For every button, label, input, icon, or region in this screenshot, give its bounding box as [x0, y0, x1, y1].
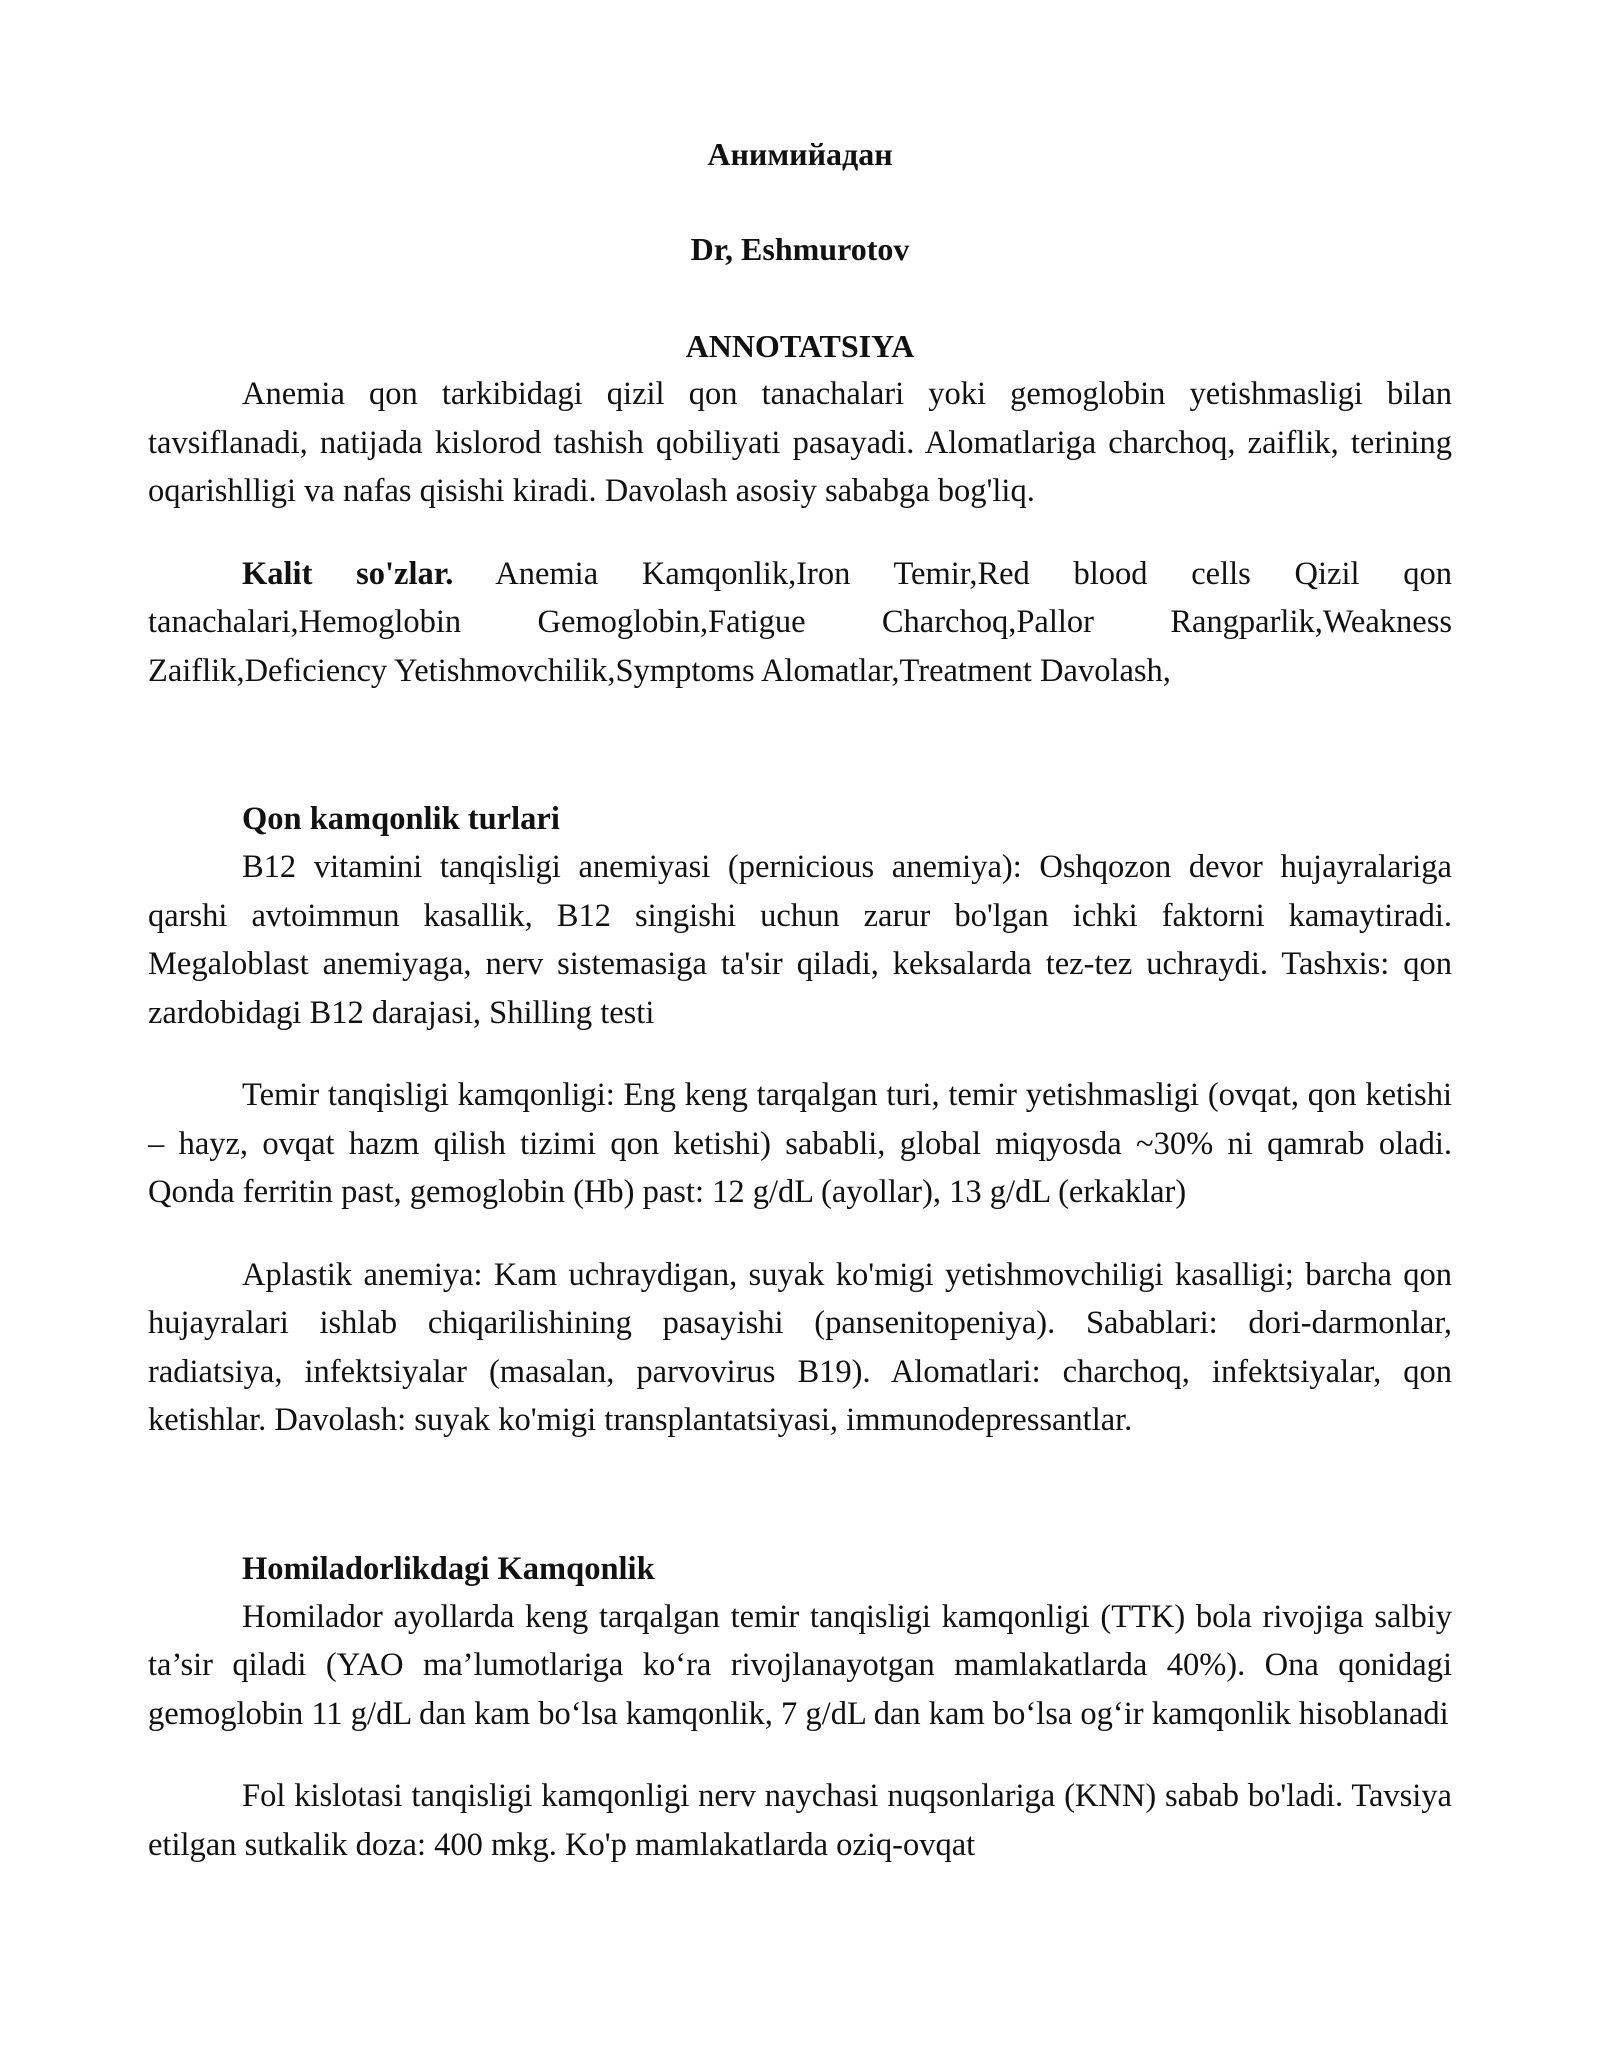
keywords-text: Anemia Kamqonlik,Iron Temir,Red blood cells Qizil qon tanachalari,Hemoglobin Gemoglobin,Fatigue Charchoq,Pallor Rangparlik,Weakness Zaiflik,Deficiency Yetishmovchilik,Symptoms Alomatlar,Treatment Davolash,: [148, 555, 1452, 689]
author-name: Dr, Eshmurotov: [690, 231, 910, 267]
paragraph-pregnancy-iron: Homilador ayollarda keng tarqalgan temir tanqisligi kamqonligi (TTK) bola rivojiga salbiy ta’sir qiladi (YAO ma’lumotlariga ko‘ra rivojlanayotgan mamlakatlarda 40%). Ona qonidagi gemoglobin 11 g/dL dan kam bo‘lsa kamqonlik, 7 g/dL dan kam bo‘lsa og‘ir kamqonlik hisoblanadi: [148, 1598, 1452, 1732]
section-heading-pregnancy-anemia: Homiladorlikdagi Kamqonlik: [242, 1550, 655, 1587]
annotation-heading: ANNOTATSIYA: [685, 328, 915, 364]
keywords-label: Kalit so'zlar.: [242, 555, 454, 592]
paragraph-aplastic-anemia: Aplastik anemiya: Kam uchraydigan, suyak ko'migi yetishmovchiligi kasalligi; barcha qon hujayralari ishlab chiqarilishining pasayishi (pansenitopeniya). Sabablari: dori-darmonlar, radiatsiya, infektsiyalar (masalan, parvovirus B19). Alomatlari: charchoq, infektsiyalar, qon ketishlar. Davolash: suyak ko'migi transplantatsiyasi, immunodepressantlar.: [148, 1256, 1452, 1438]
annotation-paragraph: Anemia qon tarkibidagi qizil qon tanachalari yoki gemoglobin yetishmasligi bilan tavsiflanadi, natijada kislorod tashish qobiliyati pasayadi. Alomatlariga charchoq, zaiflik, terining oqarishlligi va nafas qisishi kiradi. Davolash asosiy sababga bog'liq.: [148, 376, 1452, 509]
keywords-paragraph: [148, 550, 1452, 696]
document-title: Анимийадан: [707, 136, 893, 172]
paragraph-folic-acid: Fol kislotasi tanqisligi kamqonligi nerv naychasi nuqsonlariga (KNN) sabab bo'ladi. Tavsiya etilgan sutkalik doza: 400 mkg. Ko'p mamlakatlarda oziq-ovqat: [148, 1778, 1452, 1863]
paragraph-b12-anemia: B12 vitamini tanqisligi anemiyasi (pernicious anemiya): Oshqozon devor hujayralariga qarshi avtoimmun kasallik, B12 singishi uchun zarur bo'lgan ichki faktorni kamaytiradi. Megaloblast anemiyaga, nerv sistemasiga ta'sir qiladi, keksalarda tez-tez uchraydi. Tashxis: qon zardobidagi B12 darajasi, Shilling testi: [148, 849, 1452, 1031]
paragraph-iron-deficiency: Temir tanqisligi kamqonligi: Eng keng tarqalgan turi, temir yetishmasligi (ovqat, qon ketishi – hayz, ovqat hazm qilish tizimi qon ketishi) sababli, global miqyosda ~30% ni qamrab oladi. Qonda ferritin past, gemoglobin (Hb) past: 12 g/dL (ayollar), 13 g/dL (erkaklar): [148, 1077, 1452, 1210]
section-heading-anemia-types: Qon kamqonlik turlari: [242, 801, 560, 837]
